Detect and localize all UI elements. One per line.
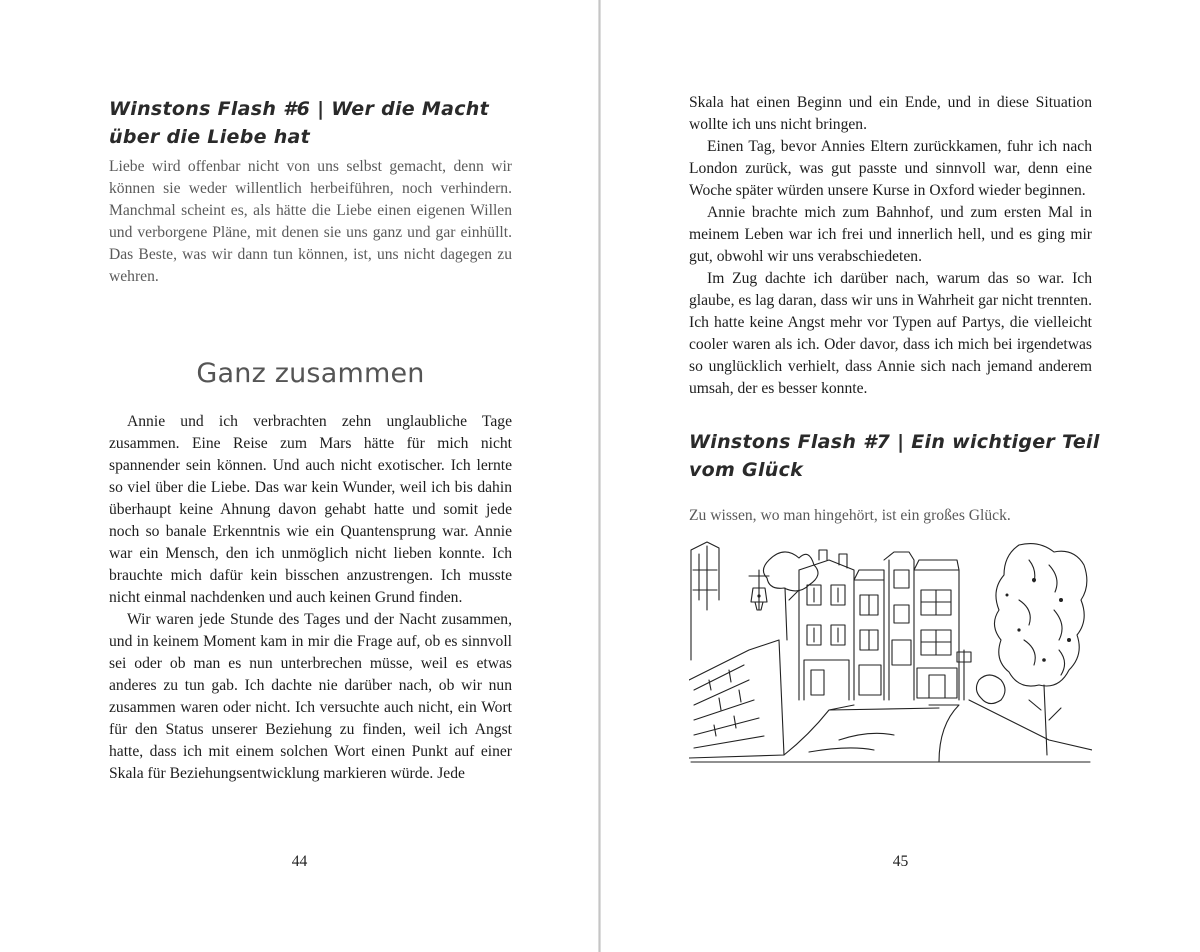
paragraph: Einen Tag, bevor Annies Eltern zurückkamen, fuhr ich nach London zurück, was gut passte und sinnvoll war, denn eine Woche später würden unsere Kurse in Oxford wieder beginnen.: [689, 138, 1092, 199]
flash-title: Winstons Flash #7 | Ein wichtiger Teil vom Glück: [689, 431, 1100, 481]
paragraph: Skala hat einen Beginn und ein Ende, und in diese Situation wollte ich uns nicht bringen.: [689, 94, 1092, 133]
left-page: [0, 0, 599, 952]
page-number: 44: [291, 853, 308, 870]
paragraph: Annie und ich verbrachten zehn unglaubliche Tage zusammen. Eine Reise zum Mars hätte für mich nicht spannender sein können. Und auch nicht exotischer. Ich lernte so viel über die Liebe. Das war kein Wunder, weil ich bis dahin überhaupt keine Ahnung davon gehabt hatte und somit jede noch so banale Erkenntnis wie ein Quantensprung war. Annie war ein Mensch, den ich unmöglich nicht lieben konnte. Ich brauchte mich dafür kein bisschen anzustrengen. Ich musste nicht einmal nachdenken und auch keinen Grund finden.: [109, 413, 512, 606]
street-scene-illustration: [689, 540, 1092, 765]
left-body-text: [109, 411, 512, 785]
paragraph: Wir waren jede Stunde des Tages und der Nacht zusammen, und in keinem Moment kam in mir die Frage auf, ob es sinnvoll sei oder ob man es nun unterbrechen müsse, weil es etwas anderes zu tun gab. Ich dachte nie darüber nach, ob wir nun zusammen waren oder nicht. Ich versuchte auch nicht, ein Wort für den Status unserer Beziehung zu finden, weil ich Angst hatte, dass ich mit einem solchen Wort einen Punkt auf einer Skala für Beziehungsentwicklung markieren würde. Jede: [109, 611, 512, 782]
right-page: [601, 0, 1200, 952]
paragraph: Im Zug dachte ich darüber nach, warum das so war. Ich glaube, es lag daran, dass wir uns in Wahrheit gar nicht trennten. Ich hatte keine Angst mehr vor Typen auf Partys, die vielleicht cooler waren als ich. Oder davor, dass ich mich bei irgendetwas so unglücklich verhielt, dass Annie sich nach jemand anderem umsah, der es besser konnte.: [689, 270, 1092, 397]
winstons-flash-7: [689, 428, 1109, 527]
right-body-text: [689, 92, 1092, 400]
chapter-title: Ganz zusammen: [196, 358, 425, 389]
page-number: 45: [892, 853, 909, 870]
flash-text: Liebe wird offenbar nicht von uns selbst gemacht, denn wir können sie weder willentlich herbeiführen, noch verhindern. Manchmal scheint es, als hätte die Liebe einen eigenen Willen und verborgene Pläne, mit denen sie uns ganz und gar einhüllt. Das Beste, was wir dann tun können, ist, uns nicht dagegen zu wehren.: [109, 158, 512, 285]
flash-text: Zu wissen, wo man hingehört, ist ein großes Glück.: [689, 507, 1011, 524]
paragraph: Annie brachte mich zum Bahnhof, und zum ersten Mal in meinem Leben war ich frei und innerlich hell, und es ging mir gut, obwohl wir uns verabschiedeten.: [689, 204, 1092, 265]
chapter-heading: [109, 358, 512, 389]
flash-title: Winstons Flash #6 | Wer die Macht über die Liebe hat: [109, 98, 489, 148]
winstons-flash-6: [109, 95, 512, 288]
